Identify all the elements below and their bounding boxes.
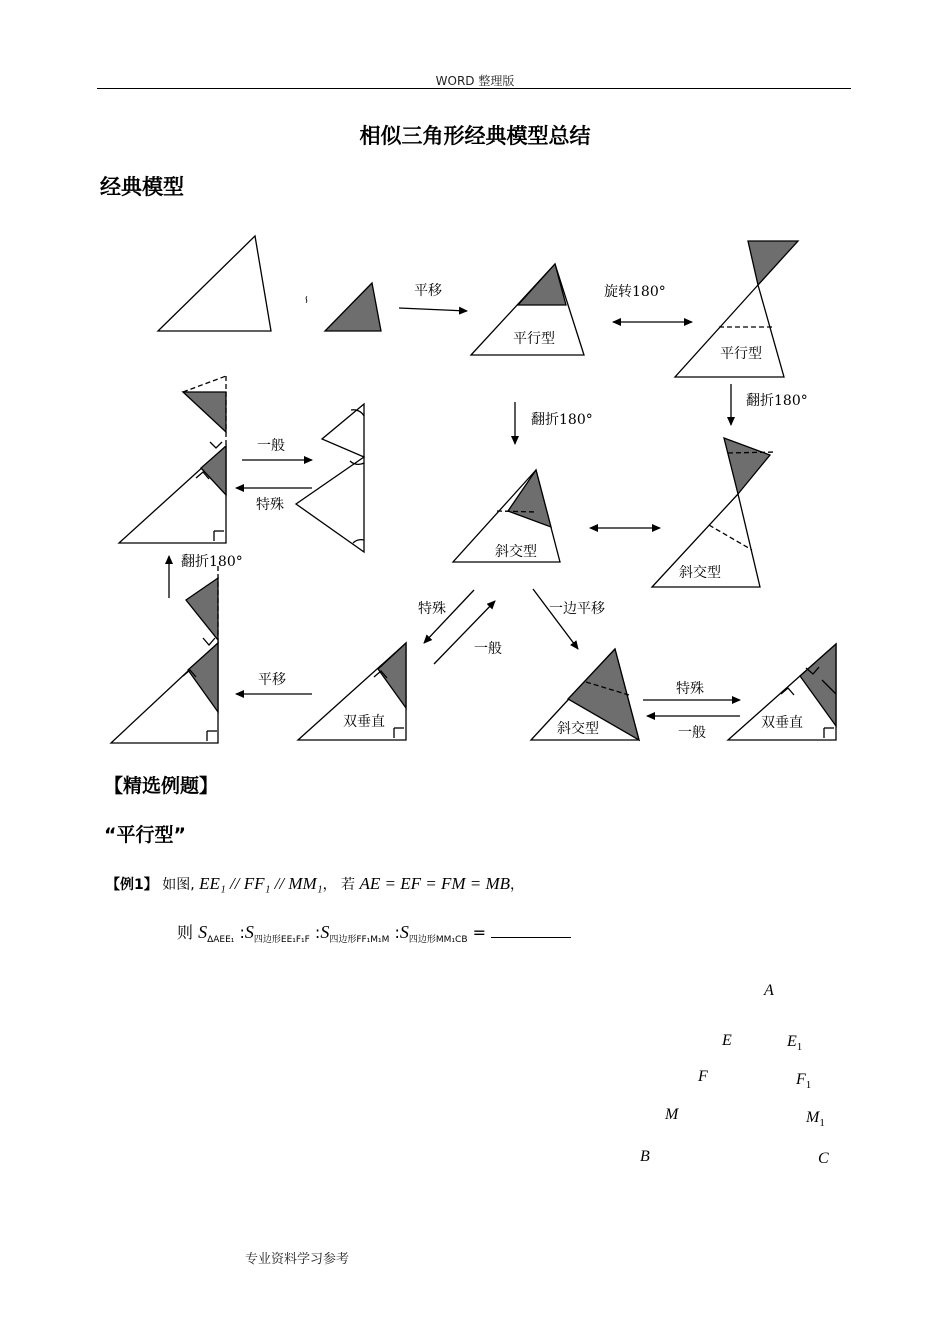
point-A: A [764,982,774,999]
label-special-2: 特殊 [418,601,446,617]
label-double-perp-2: 双垂直 [761,715,803,731]
label-one-side: 一边平移 [549,601,605,617]
point-C: C [818,1150,829,1167]
example-comma: ， [322,877,337,893]
small-triangle [325,283,381,331]
section-heading-classic: 经典模型 [100,175,184,199]
ratio-s2-sub: 四边形EE₁F₁F [253,935,310,946]
ratio-ze: 则 [177,923,194,942]
point-M1: $M_1$ [806,1109,825,1130]
point-B: B [640,1148,650,1165]
example-cond2: AE = EF = FM = MB [359,874,511,893]
label-translate-2: 平移 [258,672,286,688]
example-prefix: 如图, [162,877,195,893]
label-flip-3: 翻折180° [181,554,243,570]
section-heading-examples: 【精选例题】 [104,775,219,797]
label-oblique-2: 斜交型 [679,565,721,581]
example-ruo: 若 [341,877,356,893]
ratio-s4-sub: 四边形MM₁CB [408,935,468,946]
models-diagram [0,220,950,750]
left-lower-flip-shade [186,578,218,640]
label-double-perp-1: 双垂直 [343,714,385,730]
example-1-ratio: 则 $S_{\Delta AEE_1}$ $:S_{四边形EE_1F_1F}$ $:S_{四边形FF_1M_1M}$ $:S_{四边形MM_1CB}$ = [177,920,571,945]
angle-shape-upper [322,404,364,457]
point-F1: $F_1$ [796,1071,812,1092]
page-footer: 专业资料学习参考 [245,1252,350,1267]
parallel-shade [518,264,566,305]
label-oblique-1: 斜交型 [495,544,537,560]
example-cond1: EE₁ // FF₁ // MM₁ [199,874,323,893]
hourglass-top [748,241,798,285]
point-E: E [722,1032,732,1049]
oblique-hourglass-top [724,438,770,494]
section-heading-parallel: “平行型” [104,824,186,846]
ratio-s1-sub: ΔAEE₁ [207,935,235,946]
label-parallel-1: 平行型 [513,331,555,347]
example-end: ， [510,877,525,893]
header-rule [97,88,851,89]
page-header: WORD 整理版 [435,74,515,88]
point-M: M [665,1106,679,1123]
label-general-3: 一般 [678,725,706,741]
label-translate: 平移 [414,283,442,299]
answer-blank[interactable] [491,923,571,938]
label-oblique-3: 斜交型 [557,721,599,737]
big-triangle [158,236,271,331]
example-tag: 【例1】 [106,877,158,893]
page-title: 相似三角形经典模型总结 [359,124,591,148]
label-parallel-2: 平行型 [720,346,762,362]
point-E1: $E_1$ [787,1033,803,1054]
label-general-2: 一般 [474,641,502,657]
label-special-1: 特殊 [256,497,284,513]
hourglass-bottom [675,285,784,377]
angle-shape-lower [296,457,364,552]
ratio-eq: = [472,923,487,942]
ratio-s3-sub: 四边形FF₁M₁M [329,935,390,946]
label-general-1: 一般 [257,438,285,454]
left-upper-flip-shade [183,392,226,432]
example-1-condition [106,874,524,894]
label-special-3: 特殊 [676,681,704,697]
point-F: F [698,1068,708,1085]
similar-symbol: ∽ [300,295,313,305]
label-rotate: 旋转180° [604,284,666,300]
label-flip-1: 翻折180° [531,412,593,428]
label-flip-2: 翻折180° [746,393,808,409]
